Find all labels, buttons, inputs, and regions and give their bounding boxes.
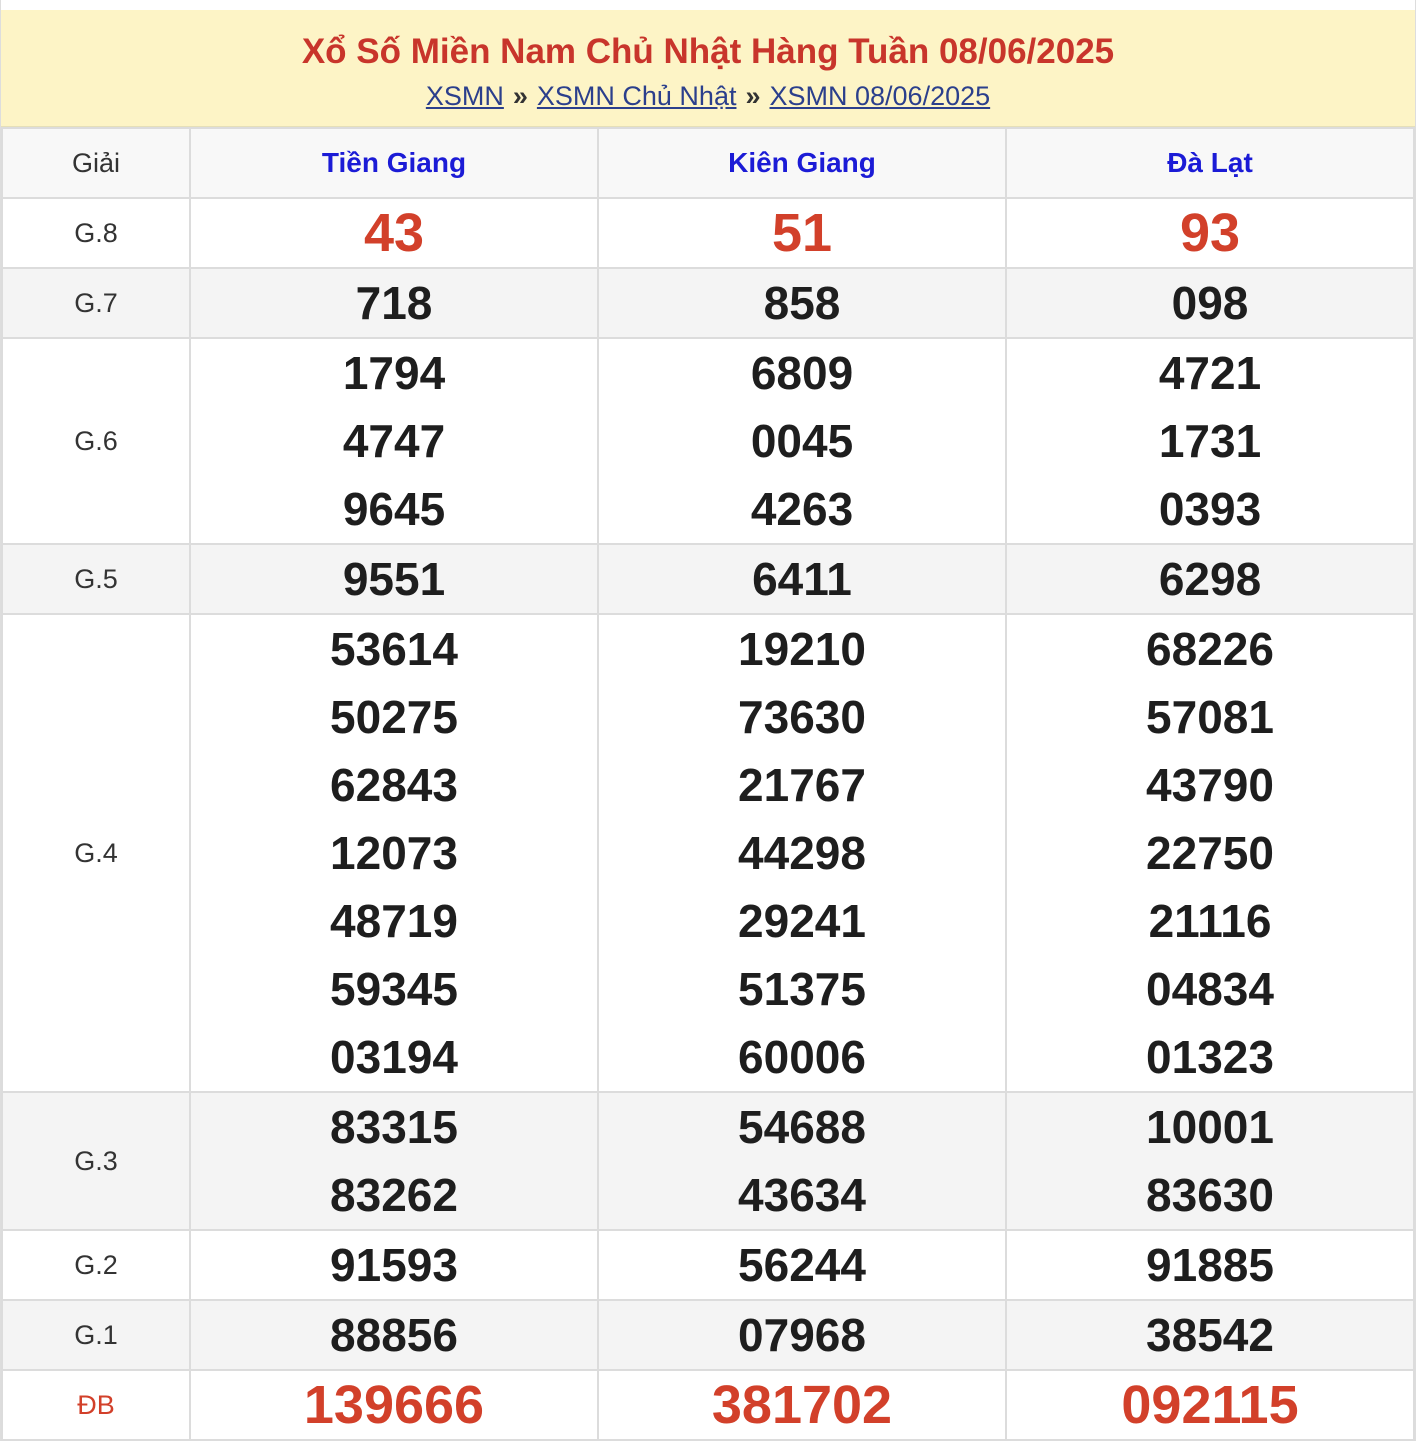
table-row	[2, 614, 1414, 1092]
prize-number: 139666	[303, 1375, 485, 1435]
prize-number: 9645	[342, 483, 446, 535]
prize-label: G.5	[2, 544, 190, 614]
prize-number: 9551	[342, 553, 446, 605]
prize-number: 48719	[330, 895, 458, 947]
table-row	[2, 1370, 1414, 1440]
table-row	[2, 198, 1414, 268]
prize-cell	[1006, 1230, 1414, 1300]
prize-number: 51375	[738, 963, 866, 1015]
breadcrumb-separator: »	[512, 81, 528, 111]
prize-label: G.1	[2, 1300, 190, 1370]
breadcrumb-link-xsmn[interactable]: XSMN	[425, 81, 504, 111]
prize-number: 6809	[750, 347, 854, 399]
prize-number: 07968	[738, 1309, 866, 1361]
prize-number: 43634	[738, 1169, 866, 1221]
prize-cell	[598, 268, 1006, 338]
breadcrumb-link-sunday[interactable]: XSMN Chủ Nhật	[536, 81, 737, 111]
prize-number: 59345	[330, 963, 458, 1015]
prize-cell	[598, 198, 1006, 268]
prize-number: 0045	[750, 415, 854, 467]
prize-cell	[190, 614, 598, 1092]
prize-cell	[598, 1230, 1006, 1300]
prize-number: 21116	[1148, 895, 1272, 947]
prize-cell	[190, 1300, 598, 1370]
prize-cell	[598, 338, 1006, 544]
prize-number: 01323	[1146, 1031, 1274, 1083]
column-header-province[interactable]: Tiền Giang	[190, 128, 598, 198]
prize-label: ĐB	[2, 1370, 190, 1440]
prize-cell	[1006, 1300, 1414, 1370]
prize-cell	[1006, 1370, 1414, 1440]
prize-number: 03194	[330, 1031, 458, 1083]
breadcrumb-link-date[interactable]: XSMN 08/06/2025	[769, 81, 991, 111]
table-row	[2, 1230, 1414, 1300]
prize-number: 12073	[330, 827, 458, 879]
prize-number: 50275	[330, 691, 458, 743]
prize-number: 092115	[1121, 1375, 1299, 1435]
prize-label: G.6	[2, 338, 190, 544]
prize-cell	[190, 1092, 598, 1230]
prize-number: 1731	[1158, 415, 1262, 467]
prize-number: 4721	[1158, 347, 1262, 399]
prize-number: 4263	[750, 483, 854, 535]
results-table	[1, 127, 1415, 1441]
prize-number: 62843	[330, 759, 458, 811]
breadcrumb-separator: »	[745, 81, 761, 111]
prize-label: G.4	[2, 614, 190, 1092]
prize-number: 68226	[1146, 623, 1274, 675]
prize-number: 0393	[1158, 483, 1262, 535]
prize-number: 91593	[330, 1239, 458, 1291]
prize-cell	[1006, 544, 1414, 614]
prize-number: 54688	[738, 1101, 866, 1153]
prize-number: 22750	[1146, 827, 1274, 879]
prize-cell	[190, 338, 598, 544]
prize-cell	[190, 544, 598, 614]
prize-number: 83262	[330, 1169, 458, 1221]
results-header	[1, 0, 1415, 127]
prize-cell	[598, 1370, 1006, 1440]
prize-number: 60006	[738, 1031, 866, 1083]
prize-number: 6411	[752, 553, 852, 605]
prize-number: 51	[771, 203, 833, 263]
prize-label: G.3	[2, 1092, 190, 1230]
column-header-province[interactable]: Đà Lạt	[1006, 128, 1414, 198]
table-row	[2, 338, 1414, 544]
prize-number: 04834	[1146, 963, 1274, 1015]
prize-number: 56244	[738, 1239, 866, 1291]
prize-number: 44298	[738, 827, 866, 879]
table-row	[2, 1092, 1414, 1230]
prize-number: 29241	[738, 895, 866, 947]
prize-label: G.2	[2, 1230, 190, 1300]
prize-number: 1794	[342, 347, 446, 399]
prize-number: 43790	[1146, 759, 1274, 811]
prize-number: 83315	[330, 1101, 458, 1153]
prize-number: 10001	[1146, 1101, 1274, 1153]
prize-number: 73630	[738, 691, 866, 743]
column-header-prize: Giải	[2, 128, 190, 198]
prize-cell	[190, 1370, 598, 1440]
prize-number: 83630	[1146, 1169, 1274, 1221]
prize-cell	[190, 198, 598, 268]
prize-number: 88856	[330, 1309, 458, 1361]
prize-cell	[1006, 338, 1414, 544]
prize-cell	[1006, 268, 1414, 338]
table-header-row	[2, 128, 1414, 198]
prize-label: G.8	[2, 198, 190, 268]
breadcrumb	[1, 80, 1415, 112]
prize-number: 21767	[738, 759, 866, 811]
prize-number: 91885	[1146, 1239, 1274, 1291]
results-body	[2, 198, 1414, 1440]
prize-number: 43	[363, 203, 425, 263]
prize-number: 38542	[1146, 1309, 1274, 1361]
table-row	[2, 1300, 1414, 1370]
prize-number: 6298	[1158, 553, 1262, 605]
prize-number: 4747	[342, 415, 446, 467]
prize-cell	[598, 544, 1006, 614]
prize-number: 381702	[711, 1375, 893, 1435]
prize-number: 19210	[738, 623, 866, 675]
prize-cell	[1006, 614, 1414, 1092]
prize-number: 57081	[1146, 691, 1274, 743]
table-row	[2, 544, 1414, 614]
prize-number: 718	[355, 277, 433, 329]
prize-cell	[190, 1230, 598, 1300]
prize-label: G.7	[2, 268, 190, 338]
prize-number: 098	[1171, 277, 1249, 329]
column-header-province[interactable]: Kiên Giang	[598, 128, 1006, 198]
prize-cell	[190, 268, 598, 338]
prize-cell	[1006, 198, 1414, 268]
prize-number: 858	[763, 277, 841, 329]
prize-number: 53614	[330, 623, 458, 675]
table-row	[2, 268, 1414, 338]
prize-cell	[598, 1300, 1006, 1370]
prize-number: 93	[1179, 203, 1241, 263]
prize-cell	[598, 614, 1006, 1092]
page-title: Xổ Số Miền Nam Chủ Nhật Hàng Tuần 08/06/2025	[301, 32, 1115, 71]
prize-cell	[1006, 1092, 1414, 1230]
prize-cell	[598, 1092, 1006, 1230]
